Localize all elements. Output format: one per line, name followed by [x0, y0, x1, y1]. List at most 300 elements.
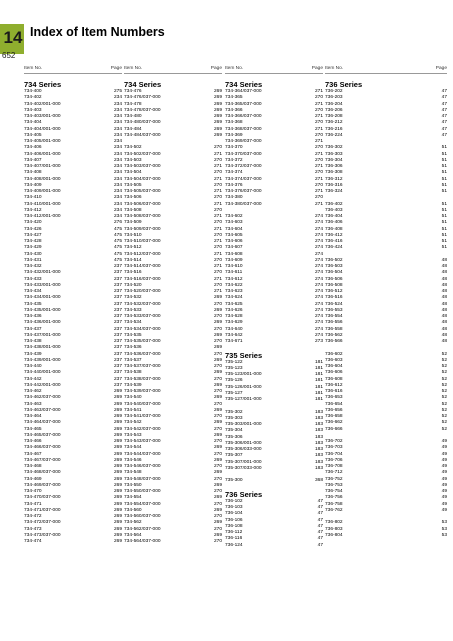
- item-number: 734-505: [124, 182, 142, 188]
- page-reference: 269: [213, 345, 222, 351]
- item-number: 736-604: [325, 364, 343, 369]
- item-number: 734-469: [24, 476, 42, 482]
- item-number: 734-609: [225, 257, 243, 263]
- page-reference: 52: [441, 414, 447, 419]
- item-number: 734-516/037-000: [124, 276, 161, 282]
- item-number: 734-365: [225, 95, 243, 101]
- item-number: 734-564: [124, 532, 142, 538]
- item-number: 736-116: [225, 536, 243, 542]
- page-reference: 475: [113, 239, 122, 244]
- page-reference: 269: [213, 89, 222, 94]
- page-reference: 274: [314, 307, 323, 313]
- page-reference: 270: [213, 232, 222, 238]
- page-reference: 237: [113, 295, 122, 301]
- series-heading: 736 Series: [325, 80, 363, 89]
- page-reference: 47: [317, 530, 323, 535]
- page-reference: 274: [314, 314, 323, 319]
- item-number: 734-463/037-000: [24, 407, 61, 413]
- item-number: 736-324: [325, 189, 343, 194]
- item-number: 734-412: [24, 207, 42, 213]
- item-number: 736-704: [325, 451, 343, 457]
- page-reference: 475: [113, 232, 122, 238]
- item-number: 736-662: [325, 420, 343, 426]
- item-number: 734-400: [24, 89, 42, 94]
- page-reference: 237: [113, 339, 122, 344]
- item-number: 734-536/037-000: [124, 351, 161, 357]
- item-number: 734-512/037-000: [124, 251, 161, 257]
- item-number: 736-758: [325, 501, 343, 507]
- page-reference: 270: [213, 539, 222, 544]
- page-reference: 270: [213, 364, 222, 369]
- item-number: 734-407: [24, 157, 42, 163]
- page-reference: 49: [441, 501, 447, 507]
- page-reference: 234: [113, 107, 122, 113]
- item-number: 734-466/037-000: [24, 445, 61, 451]
- page-reference: 49: [441, 476, 447, 482]
- page-reference: 270: [213, 376, 222, 382]
- item-number: 734-476/037-000: [124, 95, 161, 101]
- page-header: Page: [110, 66, 122, 71]
- item-number: 736-112: [225, 530, 243, 535]
- page-reference: 274: [314, 220, 323, 226]
- item-number: 734-541: [124, 407, 142, 413]
- page-reference: 274: [314, 245, 323, 251]
- page-reference: 51: [441, 157, 447, 163]
- page-reference: 48: [441, 314, 447, 319]
- page-reference: 48: [441, 264, 447, 269]
- item-number: 736-306: [325, 164, 343, 169]
- page-reference: 48: [441, 332, 447, 338]
- item-number: 736-512: [325, 289, 343, 294]
- item-number: 736-416: [325, 239, 343, 244]
- item-number: 734-442/001-000: [24, 382, 61, 388]
- page-reference: 269: [113, 389, 122, 394]
- item-number: 734-434: [24, 289, 42, 294]
- page-reference: 47: [441, 89, 447, 94]
- page-reference: 183: [314, 415, 323, 421]
- page-reference: 276: [113, 220, 122, 226]
- page-reference: 270: [314, 170, 323, 176]
- item-number: 734-512: [124, 245, 142, 251]
- column-header: [124, 65, 222, 74]
- page-reference: 183: [314, 428, 323, 434]
- item-number: 734-470/037-000: [24, 495, 61, 501]
- page-reference: 270: [213, 451, 222, 457]
- page-reference: 270: [213, 501, 222, 507]
- item-number: 736-203: [325, 95, 343, 101]
- page-reference: 52: [441, 370, 447, 376]
- page-reference: 269: [113, 432, 122, 438]
- page-reference: 48: [441, 289, 447, 294]
- chapter-number: 14: [3, 28, 23, 47]
- page-reference: 269: [113, 532, 122, 538]
- item-number: 734-624: [225, 295, 243, 301]
- item-number: 734-408: [24, 170, 42, 176]
- page-reference: 234: [113, 176, 122, 182]
- page-reference: 237: [113, 326, 122, 332]
- page-reference: 49: [441, 451, 447, 457]
- page-reference: 274: [314, 257, 323, 263]
- page-reference: 183: [314, 434, 323, 440]
- item-number: 736-104: [225, 511, 243, 517]
- page-reference: 234: [113, 182, 122, 188]
- page-reference: 237: [113, 364, 122, 369]
- page-reference: 234: [113, 139, 122, 144]
- item-number: 735-303/001-000: [225, 422, 262, 427]
- item-number: 736-804: [325, 532, 343, 538]
- page-reference: 48: [441, 276, 447, 282]
- item-number: 734-560: [124, 507, 142, 513]
- page-reference: 47: [317, 523, 323, 529]
- item-number: 734-471: [24, 501, 42, 507]
- item-number: 736-316: [325, 182, 343, 188]
- item-number: 735-306: [225, 434, 243, 440]
- item-number: 734-605: [225, 232, 243, 238]
- page-reference: 270: [213, 145, 222, 151]
- item-number: 734-472: [24, 514, 42, 519]
- item-number: 734-642: [225, 332, 243, 338]
- series-heading: 736 Series: [225, 489, 263, 499]
- item-number: 734-478: [124, 101, 142, 107]
- item-number: 735-302: [225, 409, 243, 415]
- page-reference: 269: [213, 482, 222, 488]
- page-reference: 237: [113, 289, 122, 294]
- item-number: 734-438: [24, 339, 42, 344]
- page-reference: 274: [314, 326, 323, 332]
- item-number: 734-437/001-000: [24, 332, 61, 338]
- item-number: 734-432: [24, 264, 42, 269]
- item-number: 736-124: [225, 542, 243, 548]
- page-reference: 52: [441, 364, 447, 369]
- item-number: 734-538: [124, 370, 142, 376]
- page-reference: 269: [113, 539, 122, 544]
- item-number: 734-468: [24, 464, 42, 469]
- page-reference: 183: [314, 465, 323, 471]
- page-reference: 47: [317, 511, 323, 517]
- page-reference: 270: [213, 351, 222, 357]
- item-number: 736-406: [325, 220, 343, 226]
- item-number: 734-626: [225, 307, 243, 313]
- item-number: 734-504: [124, 170, 142, 176]
- item-number: 734-462/037-000: [24, 395, 61, 401]
- page-reference: 181: [314, 390, 323, 396]
- item-number: 734-540/037-000: [124, 401, 161, 407]
- item-number: 736-206: [325, 107, 343, 113]
- series-heading: 735 Series: [225, 350, 263, 360]
- page-reference: 269: [113, 401, 122, 407]
- page-reference: 271: [314, 139, 323, 144]
- page-reference: 51: [441, 151, 447, 157]
- page-reference: 48: [441, 339, 447, 344]
- page-reference: 237: [113, 307, 122, 313]
- item-number: 734-514: [124, 257, 142, 263]
- page-reference: 269: [113, 489, 122, 494]
- page-reference: 269: [113, 464, 122, 469]
- page-reference: 52: [441, 420, 447, 426]
- page-reference: 183: [314, 440, 323, 446]
- item-number: 736-606: [325, 370, 343, 376]
- item-number: 734-532/037-000: [124, 301, 161, 307]
- page-reference: 49: [441, 482, 447, 488]
- item-number: 734-506/037-000: [124, 201, 161, 207]
- item-number: 735-304: [225, 428, 243, 434]
- item-number: 734-520: [124, 282, 142, 288]
- page-reference: 269: [113, 451, 122, 457]
- item-number: 734-420: [24, 220, 42, 226]
- item-number: 734-434/001-000: [24, 295, 61, 301]
- page-reference: 49: [441, 489, 447, 494]
- page-reference: 475: [113, 257, 122, 263]
- page-reference: 273: [314, 339, 323, 344]
- item-number: 736-708: [325, 464, 343, 469]
- page-reference: 269: [113, 414, 122, 419]
- item-number: 734-508: [124, 207, 142, 213]
- item-number: 735-307: [225, 453, 243, 459]
- page-reference: 269: [213, 495, 222, 501]
- page-reference: 48: [441, 307, 447, 313]
- item-number: 734-442: [24, 376, 42, 382]
- item-number: 736-556: [325, 320, 343, 326]
- item-number: 735-122: [225, 359, 243, 365]
- page-reference: 271: [213, 239, 222, 244]
- item-number: 736-616: [325, 389, 343, 394]
- page-reference: 234: [113, 151, 122, 157]
- item-number: 734-467/037-000: [24, 457, 61, 463]
- item-number: 736-404: [325, 214, 343, 219]
- index-entry: [124, 539, 222, 545]
- page-reference: 270: [213, 339, 222, 344]
- page-reference: 274: [314, 251, 323, 257]
- page-reference: 234: [113, 120, 122, 126]
- page-reference: 274: [314, 232, 323, 238]
- item-number: 736-508: [325, 282, 343, 288]
- index-column-4: [325, 65, 447, 539]
- item-number: 734-465: [24, 426, 42, 432]
- item-number: 734-509: [124, 220, 142, 226]
- page-reference: 52: [441, 401, 447, 407]
- page-reference: 275: [113, 89, 122, 94]
- item-number: 734-564/037-000: [124, 539, 161, 544]
- page-reference: 269: [113, 420, 122, 426]
- item-number: 736-702: [325, 439, 343, 444]
- item-number: 734-542/037-000: [124, 426, 161, 432]
- item-number: 734-629: [225, 320, 243, 326]
- item-number: 734-406: [24, 145, 42, 151]
- item-number: 734-370/037-000: [225, 151, 262, 157]
- item-number: 734-537: [124, 357, 142, 363]
- page-reference: 274: [314, 264, 323, 269]
- page-reference: 51: [441, 176, 447, 182]
- page-header: Page: [435, 66, 447, 71]
- item-number: 736-502: [325, 257, 343, 263]
- item-number: 736-506: [325, 276, 343, 282]
- item-number: 736-108: [225, 523, 243, 529]
- item-number: 734-548/037-000: [124, 476, 161, 482]
- item-number: 736-753: [325, 482, 343, 488]
- item-number: 734-535: [124, 332, 142, 338]
- item-number: 734-369: [225, 132, 243, 138]
- page-reference: 270: [213, 476, 222, 482]
- item-number: 735-306/033-000: [225, 447, 262, 452]
- page-reference: 49: [441, 439, 447, 444]
- item-number: 734-410: [24, 195, 42, 201]
- item-number: 734-671: [225, 339, 243, 344]
- page-reference: 269: [213, 432, 222, 438]
- item-number: 734-611: [225, 270, 243, 276]
- item-number: 734-440/001-000: [24, 370, 61, 376]
- item-number: 735-126: [225, 378, 243, 384]
- page-reference: 48: [441, 295, 447, 301]
- item-number: 734-544/037-000: [124, 451, 161, 457]
- item-number: 735-127: [225, 390, 243, 396]
- page-reference: 237: [113, 264, 122, 269]
- page-reference: 269: [213, 382, 222, 388]
- item-number: 734-480/037-000: [124, 120, 161, 126]
- page-reference: 48: [441, 301, 447, 307]
- page-reference: 51: [441, 239, 447, 244]
- page-reference: 51: [441, 214, 447, 219]
- item-number: 734-503/037-000: [124, 164, 161, 169]
- page-reference: 269: [113, 445, 122, 451]
- page-reference: 271: [314, 176, 323, 182]
- page-reference: 269: [213, 332, 222, 338]
- item-number: 735-300: [225, 478, 243, 484]
- page-reference: 47: [441, 126, 447, 132]
- page-header: Page: [311, 66, 323, 71]
- page-reference: 274: [314, 289, 323, 294]
- page-reference: 51: [441, 164, 447, 169]
- page-reference: 53: [441, 532, 447, 538]
- column-body: [24, 81, 122, 545]
- page-reference: 51: [441, 232, 447, 238]
- column-body: [225, 81, 323, 549]
- item-number: 734-502: [124, 145, 142, 151]
- item-number: 734-436: [24, 314, 42, 319]
- page-reference: 269: [113, 407, 122, 413]
- page-reference: 270: [314, 195, 323, 201]
- item-number: 734-409: [24, 182, 42, 188]
- page-reference: 271: [213, 276, 222, 282]
- page-reference: 49: [441, 457, 447, 463]
- item-number: 735-307/001-000: [225, 459, 262, 465]
- item-number: 734-429: [24, 245, 42, 251]
- page-reference: 237: [113, 357, 122, 363]
- item-number: 734-372: [225, 157, 243, 163]
- item-number: 734-554: [124, 495, 142, 501]
- item-number: 736-212: [325, 120, 343, 126]
- page-reference: 234: [113, 170, 122, 176]
- item-number: 734-404: [24, 120, 42, 126]
- item-number: 736-503: [325, 264, 343, 269]
- item-number: 736-658: [325, 414, 343, 419]
- item-number: 734-370: [225, 145, 243, 151]
- item-number: 734-543: [124, 432, 142, 438]
- column-body: [325, 81, 447, 539]
- page-reference: 269: [213, 320, 222, 326]
- page-reference: 271: [213, 264, 222, 269]
- page-reference: 270: [213, 439, 222, 444]
- item-number: 734-436/001-000: [24, 320, 61, 326]
- item-number: 734-471/037-000: [24, 507, 61, 513]
- page-reference: 47: [317, 505, 323, 510]
- page-reference: 270: [314, 132, 323, 138]
- page-reference: 48: [441, 320, 447, 326]
- page-reference: 269: [113, 520, 122, 526]
- item-number: 734-405: [24, 132, 42, 138]
- page-reference: 271: [213, 289, 222, 294]
- page-reference: 49: [441, 495, 447, 501]
- page-reference: 269: [213, 532, 222, 538]
- page-reference: 49: [441, 445, 447, 451]
- page-reference: 47: [441, 132, 447, 138]
- page-reference: 271: [213, 226, 222, 232]
- item-number: 734-532: [124, 295, 142, 301]
- page-reference: 269: [113, 439, 122, 444]
- page-reference: 51: [441, 220, 447, 226]
- index-column-1: [24, 65, 122, 545]
- item-number: 736-554: [325, 314, 343, 319]
- page-reference: 53: [441, 520, 447, 526]
- item-number: 734-508/037-000: [124, 214, 161, 219]
- item-number: 734-504/037-000: [124, 176, 161, 182]
- page-reference: 269: [113, 476, 122, 482]
- item-number: 736-656: [325, 407, 343, 413]
- item-number: 736-752: [325, 476, 343, 482]
- item-number: 736-553: [325, 307, 343, 313]
- page-reference: 237: [113, 382, 122, 388]
- page-reference: 270: [213, 489, 222, 494]
- page-reference: 270: [213, 282, 222, 288]
- item-number: 734-437: [24, 326, 42, 332]
- page-reference: 270: [213, 157, 222, 163]
- page-reference: 270: [314, 120, 323, 126]
- item-number: 734-510: [124, 232, 142, 238]
- index-column-3: [225, 65, 323, 549]
- page-reference: 270: [314, 95, 323, 101]
- page-reference: 271: [314, 164, 323, 169]
- item-number: 736-303: [325, 151, 343, 157]
- page-reference: 271: [213, 201, 222, 207]
- page-reference: 270: [213, 257, 222, 263]
- page-reference: 271: [314, 189, 323, 194]
- item-number: 734-409/001-000: [24, 189, 61, 194]
- page-reference: 269: [213, 126, 222, 132]
- page-reference: 237: [113, 270, 122, 276]
- item-number: 734-502/037-000: [124, 151, 161, 157]
- page-reference: 49: [441, 470, 447, 476]
- page-reference: 475: [113, 251, 122, 257]
- item-number: 734-548: [124, 470, 142, 476]
- item-number: 734-628: [225, 314, 243, 319]
- item-number: 734-376: [225, 182, 243, 188]
- page-reference: 52: [441, 351, 447, 357]
- item-number: 734-625: [225, 301, 243, 307]
- page-reference: 269: [113, 426, 122, 432]
- item-number: 734-469/037-000: [24, 482, 61, 488]
- page-reference: 270: [213, 314, 222, 319]
- item-number: 734-464/037-000: [24, 420, 61, 426]
- item-number: 734-439/001-000: [24, 357, 61, 363]
- page-reference: 48: [441, 270, 447, 276]
- item-number: 734-380/037-000: [225, 201, 262, 207]
- page-reference: 234: [113, 145, 122, 151]
- page-reference: 271: [314, 151, 323, 157]
- item-number: 736-302: [325, 145, 343, 151]
- page-reference: 234: [113, 164, 122, 169]
- item-number: 736-562: [325, 332, 343, 338]
- page-reference: 234: [113, 214, 122, 219]
- page-reference: 237: [113, 345, 122, 351]
